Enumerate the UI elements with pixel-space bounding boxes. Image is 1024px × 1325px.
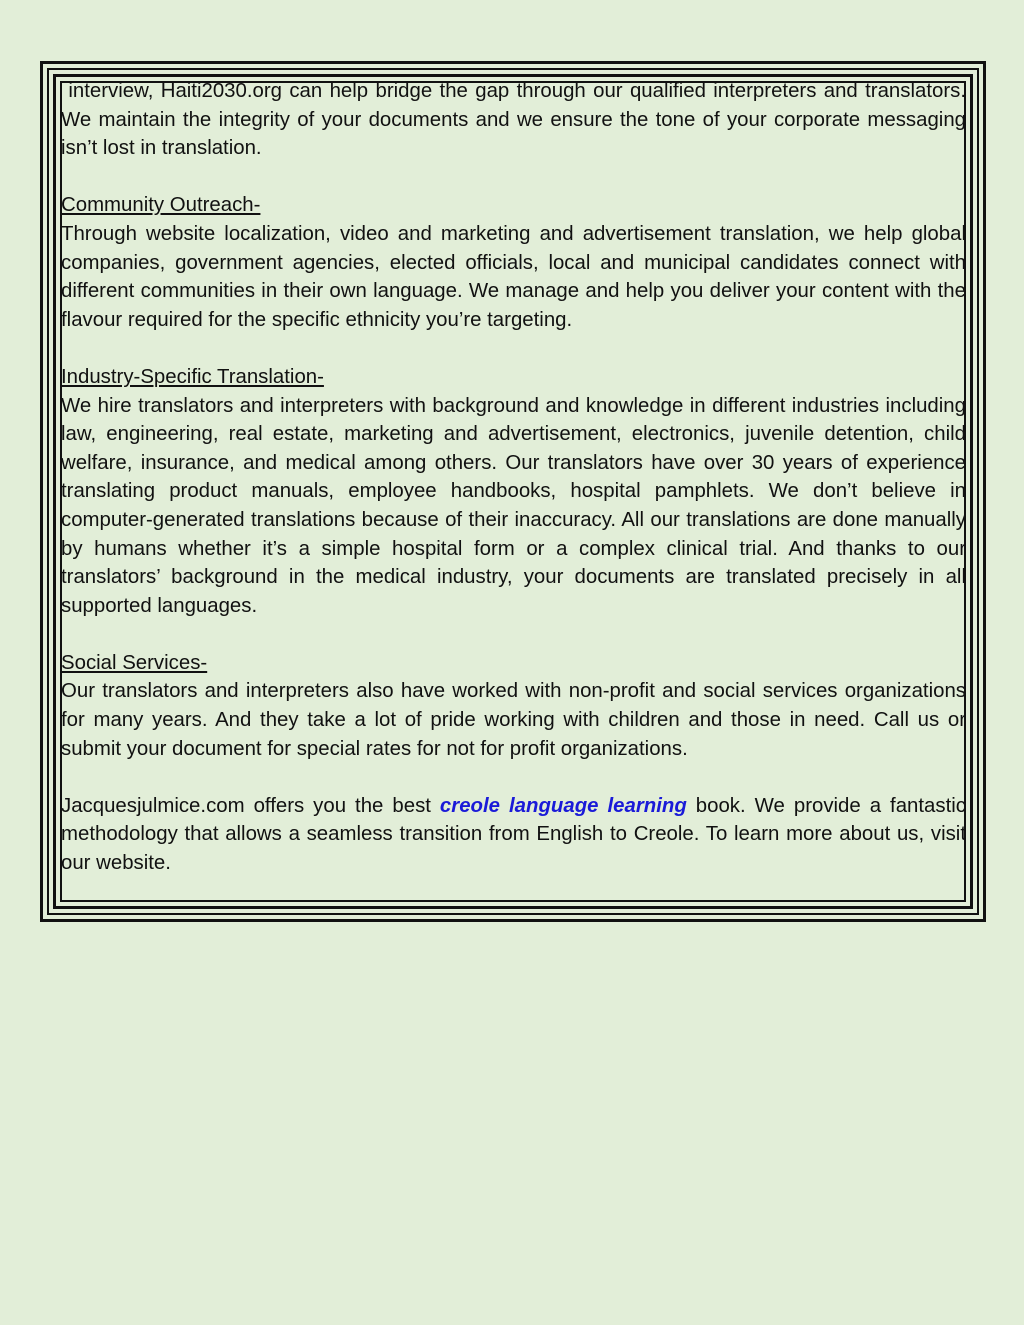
closing-text-before-link: Jacquesjulmice.com offers you the best [61,794,440,817]
section-heading-community-outreach: Community Outreach- [61,194,261,217]
section-body-industry-specific: We hire translators and interpreters with background and knowledge in different industries including law, engineering, real estate, marketing and advertisement, electronics, juvenile detention, child welfare, insurance, and medical among others. Our translators have over 30 years of experience translating product manuals, employee handbooks, hospital pamphlets. We don’t believe in computer-generated translations because of their inaccuracy. All our translations are done manually by humans whether it’s a simple hospital form or a complex clinical trial. And thanks to our translators’ background in the medical industry, your documents are translated precisely in all supported languages. [61,394,966,617]
creole-language-learning-link[interactable]: creole language learning [439,794,687,817]
section-heading-industry-specific: Industry-Specific Translation- [61,365,324,388]
closing-paragraph [61,792,966,878]
intro-text: interview, Haiti2030.org can help bridge the gap through our qualified interpreters and translators. We maintain the integrity of your documents and we ensure the tone of your corporate messaging isn’t lost in translation. [61,80,966,160]
section-body-social-services: Our translators and interpreters also have worked with non-profit and social services organizations for many years. And they take a lot of pride working with children and those in need. Call us or submit your document for special rates for not for profit organizations. [61,680,966,760]
section-heading-social-services: Social Services- [61,651,208,674]
document-body [61,77,966,878]
closing-text-after-link: book. We provide a fantastic methodology that allows a seamless transition from English to Creole. To learn more about us, visit our website. [61,794,966,875]
section-body-community-outreach: Through website localization, video and marketing and advertisement translation, we help global companies, government agencies, elected officials, local and municipal candidates connect with different communities in their own language. We manage and help you deliver your content with the flavour required for the specific ethnicity you’re targeting. [61,222,966,331]
intro-paragraph [61,77,966,163]
